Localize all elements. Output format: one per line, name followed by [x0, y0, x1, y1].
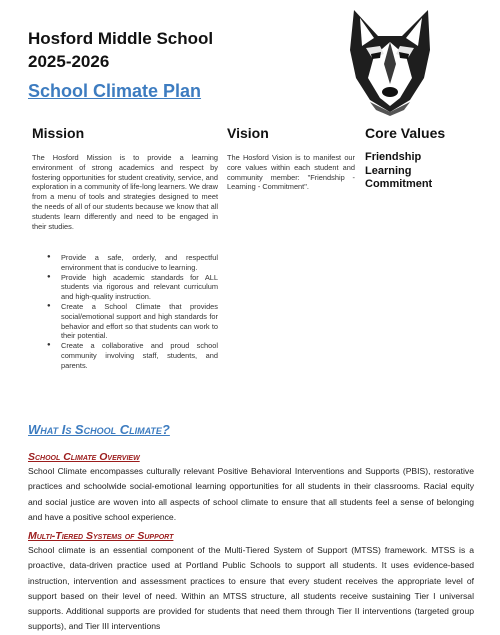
core-value-friendship: Friendship [365, 151, 422, 163]
core-value-commitment: Commitment [365, 178, 433, 191]
mtss-heading: Multi-Tiered Systems of Support [28, 530, 174, 542]
section-heading-school-climate: What Is School Climate? [28, 422, 170, 437]
core-value-learning: Learning [365, 164, 412, 177]
core-values-heading: Core Values [365, 125, 446, 141]
list-item: ● Provide high academic standards for ALL students via rigorous and relevant curriculum and high-quality instruction. [32, 273, 218, 302]
overview-heading: School Climate Overview [28, 451, 140, 463]
list-item: ● Provide a safe, orderly, and respectful environment that is conducive to learning. [32, 253, 218, 273]
mission-text: The Hosford Mission is to provide a learning environment of strong academics and respect by fostering opportunities for student creativity, service, and exploration in a community of life-long learners. We draw from a menu of tools and strategies designed to meet the needs of all of our students because we know that all students learn differently and need to be engaged in their studies. [32, 153, 218, 231]
husky-mascot-icon [344, 6, 436, 116]
school-title [28, 27, 213, 73]
overview-text: School Climate encompasses culturally relevant Positive Behavioral Interventions and Supports (PBIS), restorative practices and schoolwide social-emotional learning opportunities for all students in their classrooms. Racial equity and social justice are woven into all aspects of school climate to ensure that all students feel a sense of belonging and have a positive school experience. [28, 466, 474, 522]
vision-heading: Vision [227, 125, 269, 141]
plan-title: School Climate Plan [28, 81, 202, 101]
school-name: Hosford Middle School [28, 29, 214, 48]
mission-heading: Mission [32, 125, 85, 141]
mission-list [32, 253, 218, 371]
core-values-list [365, 151, 432, 192]
mtss-text: School climate is an essential component of the Multi-Tiered System of Support (MTSS) framework. MTSS is a proactive, data-driven practice used at Portland Public Schools to support all students. It uses evidence-based instruction, intervention and assessment practices to ensure that every student receives the appropriate level of support based on their level of need. Within an MTSS structure, all students receive sustaining Tier I universal supports. Additional supports are provided for students that need them through Tier II interventions (targeted group supports), and Tier III interventions [28, 545, 474, 632]
vision-text: The Hosford Vision is to manifest our core values within each student and community member: "Friendship - Learning - Commitment". [227, 153, 355, 192]
school-year: 2025-2026 [28, 52, 110, 71]
list-item: ● Create a School Climate that provides social/emotional support and high standards for behavior and effort so that students can work to their potential. [32, 302, 218, 341]
list-item: ● Create a collaborative and proud school community involving staff, students, and parents. [32, 341, 218, 370]
